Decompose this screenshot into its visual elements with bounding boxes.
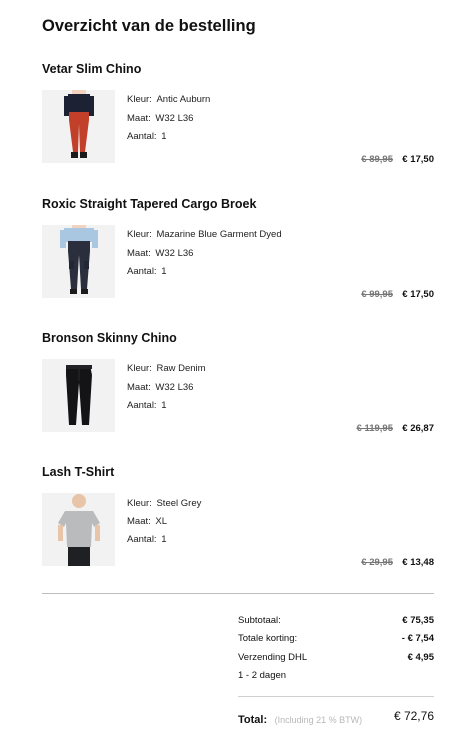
delivery-time: 1 - 2 dagen <box>238 670 287 681</box>
discount-value: - € 7,54 <box>401 633 434 644</box>
sale-price: € 13,48 <box>402 557 434 568</box>
subtotal-value: € 75,35 <box>402 615 434 626</box>
summary-divider <box>42 593 434 594</box>
product-size: Maat: W32 L36 <box>127 382 194 393</box>
original-price: € 119,95 <box>356 423 393 434</box>
product-color: Kleur: Raw Denim <box>127 363 206 374</box>
product-image-grey-tshirt[interactable] <box>42 493 115 566</box>
product-color: Kleur: Steel Grey <box>127 498 202 509</box>
shipping-value: € 4,95 <box>407 652 434 663</box>
product-image-red-chino[interactable] <box>42 90 115 163</box>
product-size: Maat: W32 L36 <box>127 113 194 124</box>
product-name: Roxic Straight Tapered Cargo Broek <box>42 197 257 211</box>
total-label: Total: <box>238 714 268 726</box>
original-price: € 89,95 <box>361 154 393 165</box>
product-image-navy-cargo[interactable] <box>42 225 115 298</box>
product-name: Vetar Slim Chino <box>42 62 142 76</box>
product-size: Maat: W32 L36 <box>127 248 194 259</box>
total-value: € 72,76 <box>393 709 434 723</box>
product-color: Kleur: Mazarine Blue Garment Dyed <box>127 229 282 240</box>
product-quantity: Aantal: 1 <box>127 400 167 411</box>
total-row <box>238 710 434 728</box>
shipping-label: Verzending DHL <box>238 652 308 663</box>
product-quantity: Aantal: 1 <box>127 266 167 277</box>
discount-label: Totale korting: <box>238 633 298 644</box>
subtotal-label: Subtotaal: <box>238 615 281 626</box>
total-divider <box>238 696 434 697</box>
page-title: Overzicht van de bestelling <box>42 17 256 35</box>
original-price: € 29,95 <box>361 557 393 568</box>
product-size: Maat: XL <box>127 516 168 527</box>
order-item <box>42 197 434 315</box>
product-quantity: Aantal: 1 <box>127 131 167 142</box>
sale-price: € 17,50 <box>402 154 434 165</box>
sale-price: € 17,50 <box>402 289 434 300</box>
order-item <box>42 62 434 180</box>
order-item <box>42 331 434 449</box>
product-image-dark-denim[interactable] <box>42 359 115 432</box>
product-name: Lash T-Shirt <box>42 465 115 479</box>
original-price: € 99,95 <box>361 289 393 300</box>
vat-note: (Including 21 % BTW) <box>274 715 363 725</box>
product-color: Kleur: Antic Auburn <box>127 94 211 105</box>
product-quantity: Aantal: 1 <box>127 534 167 545</box>
sale-price: € 26,87 <box>402 423 434 434</box>
order-item <box>42 465 434 583</box>
product-name: Bronson Skinny Chino <box>42 331 177 345</box>
